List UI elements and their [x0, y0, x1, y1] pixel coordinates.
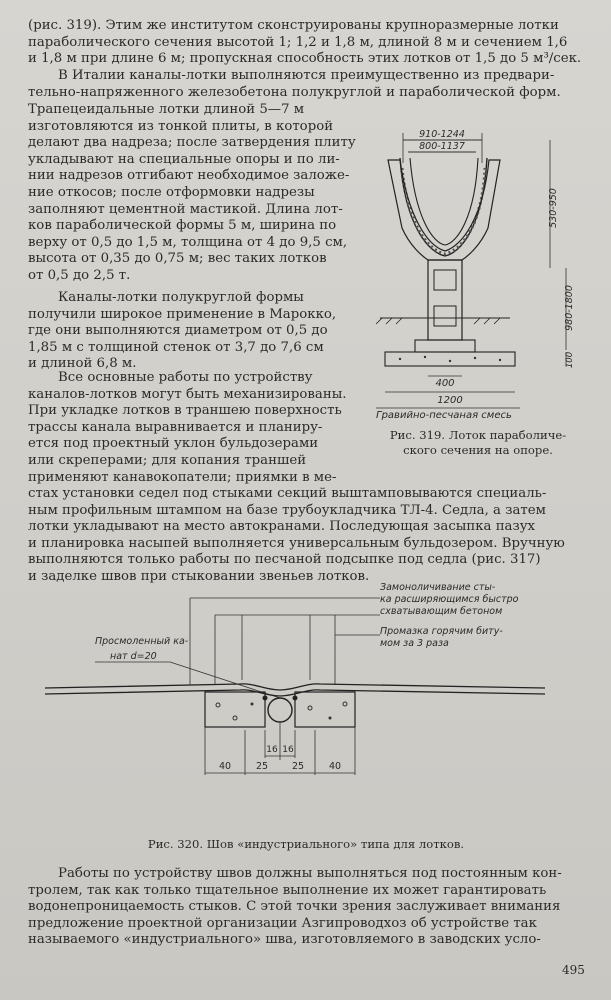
- aggregate-mark: [308, 706, 312, 710]
- aggregate-mark: [251, 703, 254, 706]
- concrete-collar-left: [205, 692, 265, 727]
- text-line: или скреперами; для копания траншей: [28, 452, 307, 468]
- ground-hatch: [376, 318, 382, 324]
- dim-right2-label: 980-1800: [564, 285, 575, 331]
- caption-line: ского сечения на опоре.: [403, 442, 553, 457]
- gravel-bed: [385, 352, 515, 366]
- concrete-collar-right: [295, 692, 355, 727]
- text-line: 1,85 м с толщиной стенок от 3,7 до 7,6 см: [28, 339, 324, 355]
- label-top-line: Замоноличивание сты-: [380, 582, 496, 593]
- footing: [415, 340, 475, 352]
- text-line: трассы канала выравнивается и планиру-: [28, 419, 323, 435]
- aggregate-mark: [233, 716, 237, 720]
- text-line: где они выполняются диаметром от 0,5 до: [28, 323, 328, 339]
- text-line: нии надрезов отгибают необходимое заложе-: [28, 168, 350, 184]
- text-line: (рис. 319). Этим же институтом сконструированы крупноразмерные лотки: [28, 18, 559, 33]
- text-line: стах установки седел под стыками секций выштамповываются специаль-: [28, 486, 547, 501]
- paragraph-3: [28, 290, 363, 373]
- text-line: Трапецеидальные лотки длиной 5—7 м: [28, 102, 305, 117]
- label-top-line: ка расширяющимся быстро: [380, 594, 519, 605]
- text-line: называемого «индустриального» шва, изготовляемого в заводских усло-: [28, 932, 541, 948]
- paragraph-5: [28, 866, 584, 949]
- text-line: заполняют цементной мастикой. Длина лот-: [28, 201, 343, 217]
- ground-hatch: [396, 318, 402, 324]
- label-top-line: схватывающим бетоном: [380, 606, 503, 617]
- text-line: Каналы-лотки полукруглой формы: [58, 290, 304, 305]
- text-line: верху от 0,5 до 1,5 м, толщина от 4 до 9,5 см,: [28, 234, 348, 250]
- caption-line: Рис. 319. Лоток параболиче-: [389, 428, 567, 442]
- trough-wall-hatch: [402, 168, 485, 254]
- tarred-rope: [268, 698, 292, 722]
- label-left-line: Просмоленный ка-: [95, 636, 189, 647]
- text-line: водонепроницаемость стыков. С этой точки зрения заслуживает внимания: [28, 899, 561, 915]
- label-left-line: нат d=20: [110, 651, 157, 662]
- text-line: от 0,5 до 2,5 т.: [28, 267, 131, 283]
- text-line: и планировка насыпей выполняется универсальным бульдозером. Вручную: [28, 535, 565, 551]
- text-line: ние откосов; после отформовки надрезы: [28, 184, 315, 200]
- label-right-line: Промазка горячим биту-: [380, 626, 503, 637]
- text-line: В Италии каналы-лотки выполняются преимущественно из предвари-: [58, 68, 555, 83]
- text-line: и заделке швов при стыковании звеньев лотков.: [28, 568, 370, 584]
- text-line: ется под проектный уклон бульдозерами: [28, 436, 319, 452]
- text-line: получили широкое применение в Марокко,: [28, 306, 337, 322]
- paragraph-4: [28, 370, 363, 486]
- text-line: изготовляются из тонкой плиты, в которой: [28, 118, 334, 134]
- text-line: применяют канавокопатели; приямки в ме-: [28, 469, 337, 485]
- text-line: укладывают на специальные опоры и по ли-: [28, 151, 340, 167]
- dim-label: 16: [266, 745, 278, 755]
- aggregate-mark: [343, 702, 347, 706]
- dim-label: 40: [218, 761, 232, 772]
- gravel-dot: [424, 356, 426, 358]
- text-line: параболического сечения высотой 1; 1,2 и 1,8 м, длиной 8 м и сечением 1,6: [28, 34, 568, 50]
- page-number: 495: [562, 963, 585, 977]
- gravel-dot: [474, 357, 476, 359]
- gravel-dot: [449, 360, 451, 362]
- dim-label: 25: [255, 761, 269, 772]
- ground-hatch: [386, 318, 392, 324]
- paragraph-4-cont: [28, 486, 584, 586]
- column-opening: [434, 270, 456, 290]
- text-line: каналов-лотков могут быть механизированы.: [28, 386, 347, 402]
- dim-label: 40: [328, 761, 342, 772]
- text-line: и 1,8 м при длине 6 м; пропускная способность этих лотков от 1,5 до 5 м³/сек.: [28, 51, 582, 67]
- dim-label: 25: [291, 761, 305, 772]
- text-line: Все основные работы по устройству: [58, 370, 313, 385]
- text-line: При укладке лотков в траншею поверхность: [28, 403, 342, 419]
- figure-319-caption: [372, 428, 584, 457]
- bitumen-dot: [263, 696, 268, 701]
- text-line: тельно-напряженного железобетона полукруглой и параболической форм.: [28, 85, 561, 100]
- figure-319-drawing: [370, 118, 585, 423]
- aggregate-mark: [216, 703, 220, 707]
- column-opening: [434, 306, 456, 326]
- trough-wall-top: [45, 684, 545, 690]
- dim-top2-label: 800-1137: [419, 141, 465, 152]
- gravel-label: Гравийно-песчаная смесь: [376, 410, 512, 421]
- dim-100-label: 100: [565, 351, 575, 369]
- support-column: [428, 260, 462, 340]
- gravel-dot: [499, 359, 501, 361]
- paragraph-1: [28, 18, 584, 68]
- label-right-line: мом за 3 раза: [380, 638, 449, 649]
- text-line: и длиной 6,8 м.: [28, 356, 137, 372]
- bitumen-dot: [293, 696, 298, 701]
- aggregate-mark: [329, 717, 332, 720]
- dim-top1-label: 910-1244: [419, 129, 465, 140]
- text-line: выполняются только работы по песчаной подсыпке под седла (рис. 317): [28, 552, 541, 568]
- ground-hatch: [494, 318, 500, 324]
- dim-base2-label: 1200: [437, 395, 463, 406]
- text-line: высота от 0,35 до 0,75 м; вес таких лотков: [28, 251, 327, 267]
- paragraph-2: [28, 68, 584, 85]
- text-line: тролем, так как только тщательное выполнение их может гарантировать: [28, 882, 547, 898]
- figure-320-drawing: [40, 580, 585, 785]
- figure-320-caption: Рис. 320. Шов «индустриального» типа для лотков.: [147, 837, 465, 851]
- dim-base1-label: 400: [435, 378, 455, 389]
- ground-hatch: [484, 318, 490, 324]
- gravel-dot: [399, 358, 401, 360]
- ground-hatch: [474, 318, 480, 324]
- paragraph-2-narrow: [28, 102, 363, 285]
- text-line: ков параболической формы 5 м, ширина по: [28, 218, 337, 234]
- trough-outer: [400, 158, 487, 256]
- text-line: делают два надреза; после затвердения плиту: [28, 135, 356, 151]
- text-line: ным профильным штампом на базе трубоукладчика ТЛ-4. Седла, а затем: [28, 502, 546, 518]
- text-line: предложение проектной организации Азгипроводхоз об устройстве так: [28, 915, 537, 931]
- dim-right1-label: 530-950: [548, 188, 559, 228]
- text-line: лотки укладывают на место автокранами. Последующая засыпка пазух: [28, 519, 536, 535]
- dim-label: 16: [282, 745, 294, 755]
- paragraph-2-cont: [28, 85, 584, 102]
- text-line: Работы по устройству швов должны выполняться под постоянным кон-: [58, 866, 562, 881]
